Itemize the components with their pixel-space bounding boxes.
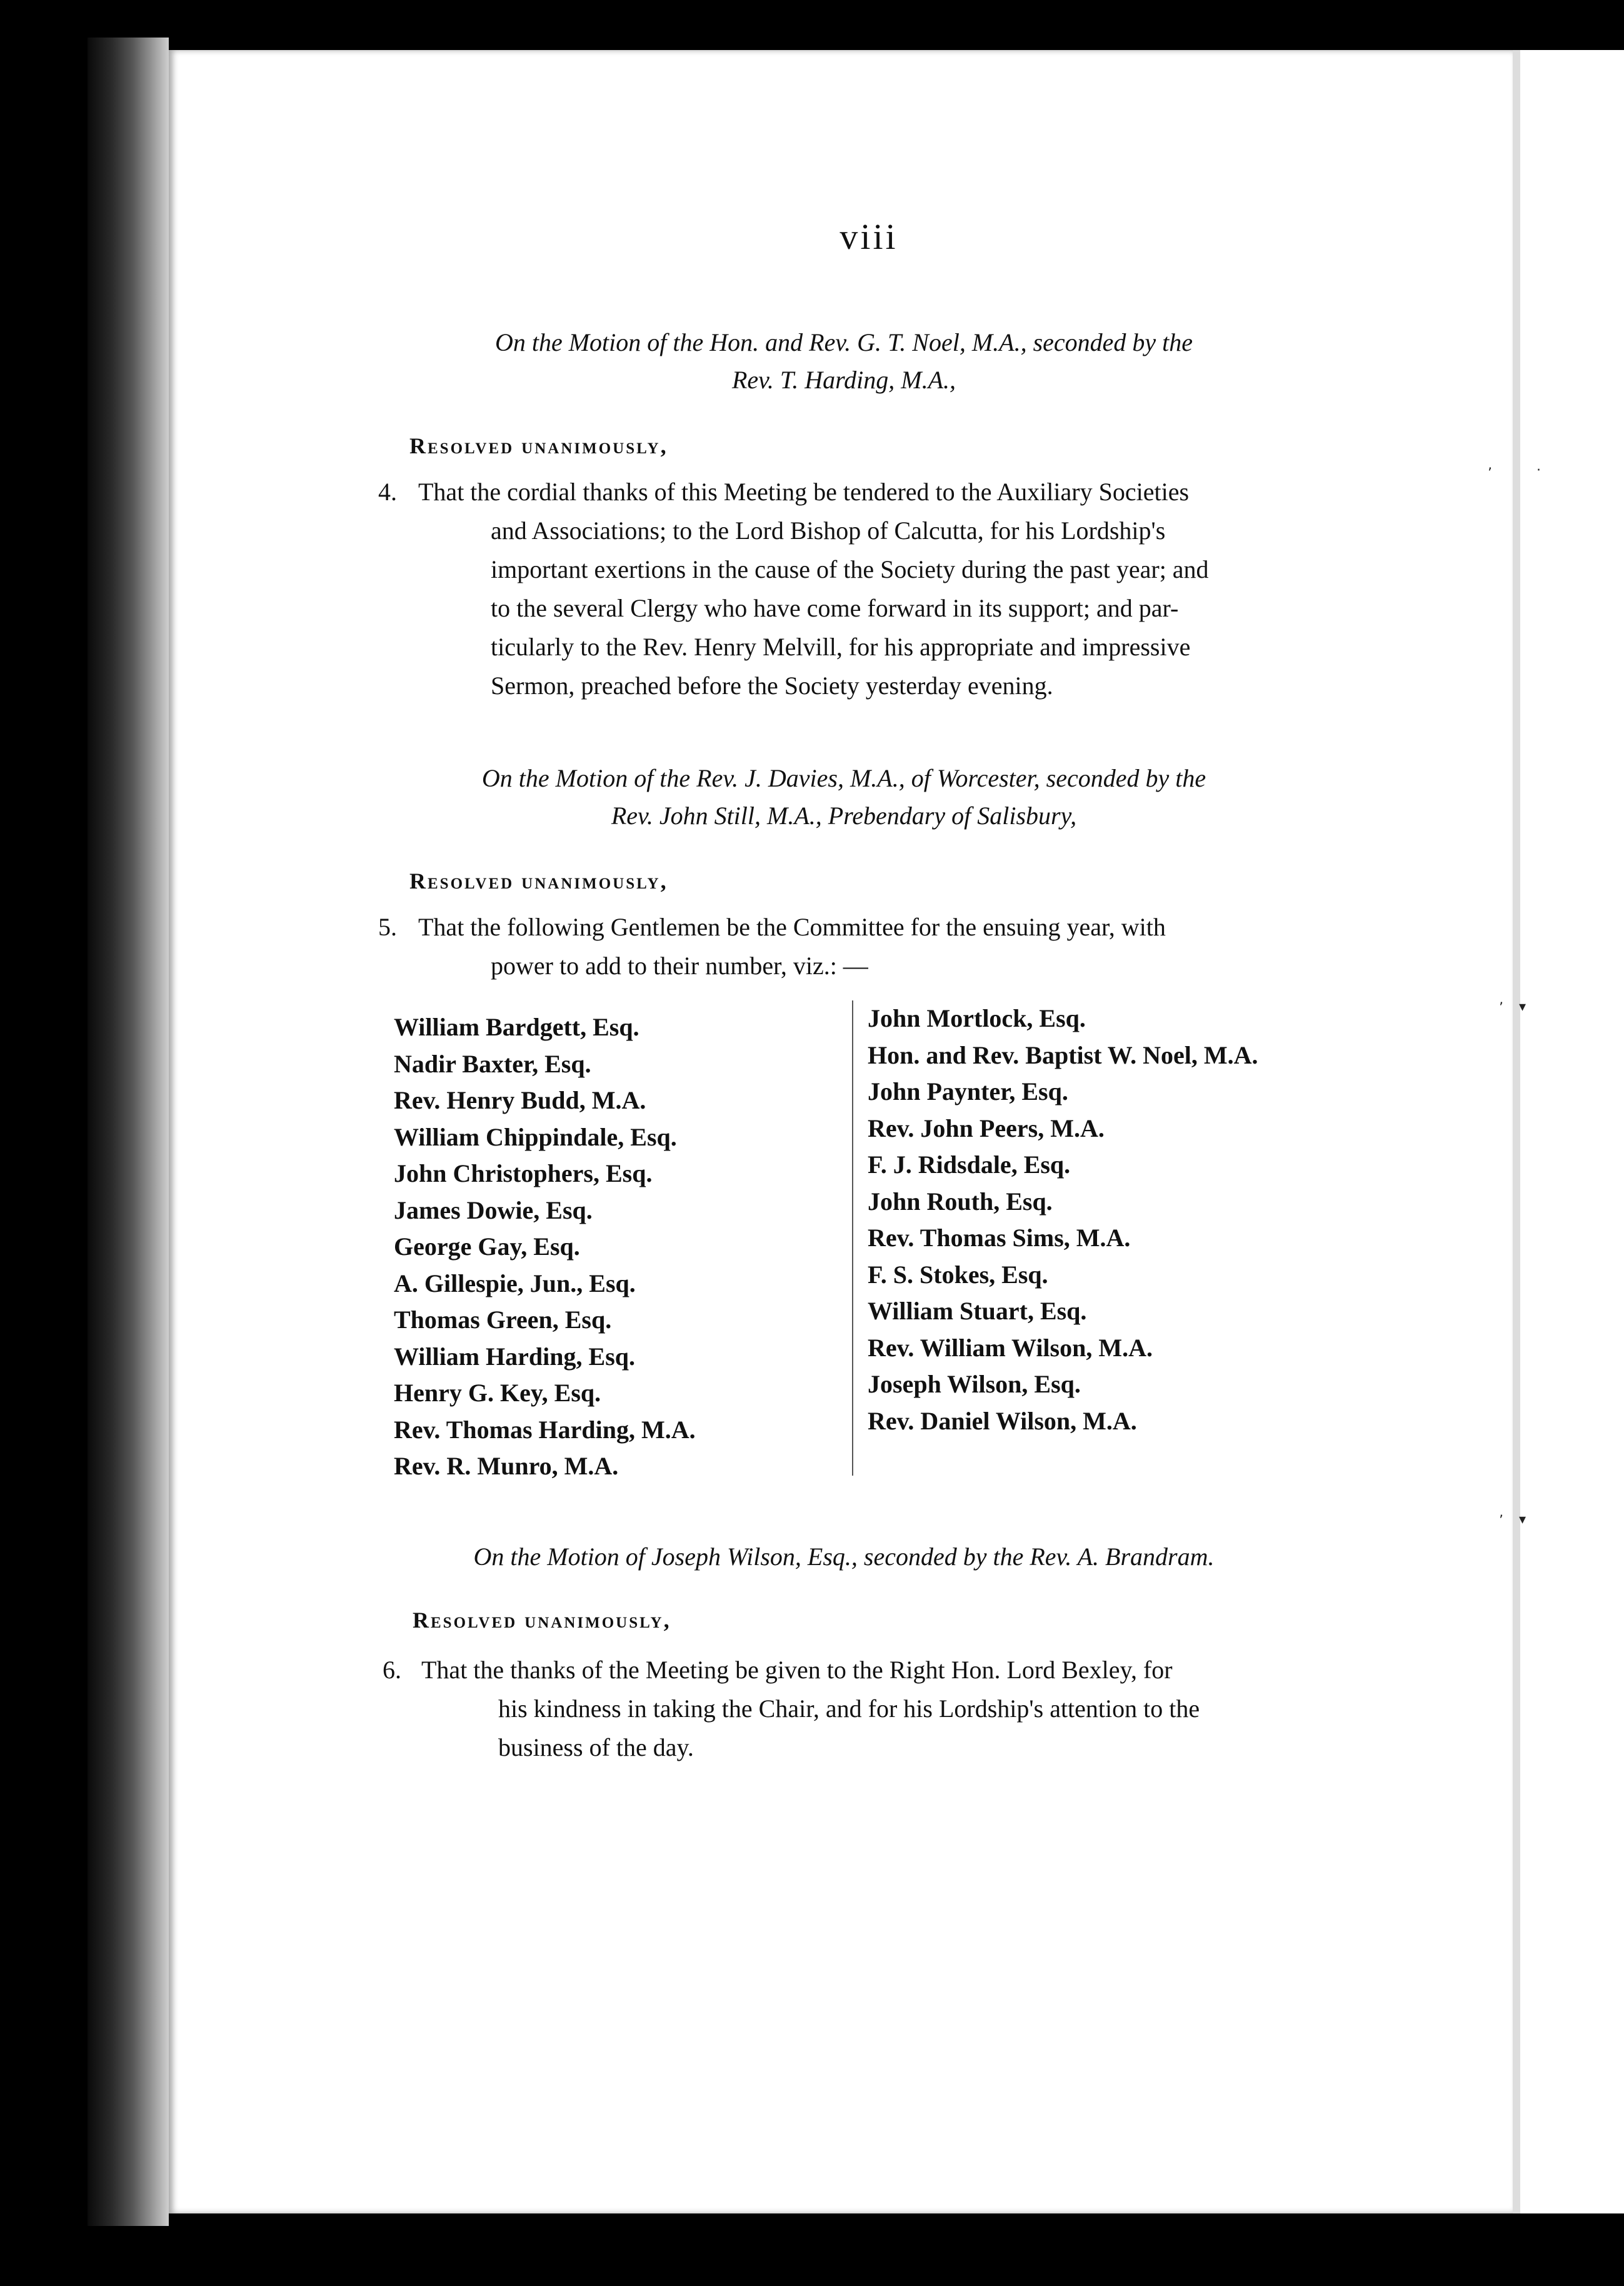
motion-heading [375,324,1313,399]
page-mark: ’ [1488,466,1492,481]
motion-heading [375,1538,1313,1576]
list-item: George Gay, Esq. [394,1232,580,1261]
list-item: William Stuart, Esq. [868,1297,1087,1325]
list-item: James Dowie, Esq. [394,1196,593,1224]
resolved-heading: Resolved unanimously, [413,1608,671,1633]
resolution-line: That the cordial thanks of this Meeting be tendered to the Auxiliary Societies [418,478,1190,506]
list-item: F. S. Stokes, Esq. [868,1260,1048,1289]
list-item: Hon. and Rev. Baptist W. Noel, M.A. [868,1040,1258,1069]
motion-line: On the Motion of the Hon. and Rev. G. T. Noel, M.A., seconded by the [494,328,1193,356]
list-item: A. Gillespie, Jun., Esq. [394,1269,636,1297]
list-item: Nadir Baxter, Esq. [394,1049,591,1078]
list-item: John Paynter, Esq. [868,1077,1068,1105]
resolution-line: business of the day. [498,1733,694,1761]
resolution-line: That the thanks of the Meeting be given to the Right Hon. Lord Bexley, for [421,1656,1173,1684]
committee-list-left [394,1009,696,1485]
list-item: John Routh, Esq. [868,1187,1053,1216]
resolution-line: ticularly to the Rev. Henry Melvill, for his appropriate and impressive [491,633,1191,661]
motion-heading [375,760,1313,835]
motion-line: On the Motion of the Rev. J. Davies, M.A., of Worcester, seconded by the [481,764,1206,792]
resolution-line: to the several Clergy who have come forward in its support; and par- [491,594,1179,622]
list-item: Rev. Daniel Wilson, M.A. [868,1406,1137,1435]
resolution-number: 4. [378,478,397,506]
resolution-line: his kindness in taking the Chair, and for his Lordship's attention to the [498,1694,1200,1723]
page-mark: ’ [1499,1000,1503,1016]
resolved-heading: Resolved unanimously, [409,433,668,458]
page-mark: · [1536,463,1541,478]
page-mark: ▾ [1519,1512,1526,1528]
page-mark: ▾ [1519,999,1526,1015]
resolution-line: important exertions in the cause of the Society during the past year; and [491,555,1209,583]
list-item: Rev. John Peers, M.A. [868,1114,1105,1142]
list-item: Henry G. Key, Esq. [394,1379,601,1407]
resolution-6 [383,1651,1339,1767]
list-item: Rev. William Wilson, M.A. [868,1333,1153,1362]
resolved-heading: Resolved unanimously, [409,869,668,894]
resolution-line: and Associations; to the Lord Bishop of Calcutta, for his Lordship's [491,516,1166,545]
resolution-line: That the following Gentlemen be the Committee for the ensuing year, with [418,913,1166,941]
list-item: Rev. R. Munro, M.A. [394,1452,619,1480]
resolution-line: Sermon, preached before the Society yesterday evening. [491,672,1053,700]
list-item: Rev. Thomas Harding, M.A. [394,1415,696,1444]
committee-list-right [868,1000,1258,1439]
list-item: William Bardgett, Esq. [394,1013,639,1041]
motion-line: On the Motion of Joseph Wilson, Esq., seconded by the Rev. A. Brandram. [473,1543,1215,1571]
page-mark: ’ [1499,1513,1503,1529]
list-item: Thomas Green, Esq. [394,1306,612,1334]
resolution-4 [378,473,1335,705]
column-divider [852,1000,853,1476]
resolution-5 [378,908,1335,985]
resolution-number: 6. [383,1656,401,1684]
list-item: William Chippindale, Esq. [394,1122,677,1151]
list-item: Rev. Thomas Sims, M.A. [868,1224,1131,1252]
list-item: Joseph Wilson, Esq. [868,1370,1081,1398]
motion-line: Rev. T. Harding, M.A., [731,366,956,394]
motion-line: Rev. John Still, M.A., Prebendary of Salisbury, [611,802,1077,830]
list-item: Rev. Henry Budd, M.A. [394,1086,646,1114]
list-item: John Mortlock, Esq. [868,1004,1086,1032]
page-number: viii [840,216,898,257]
list-item: John Christophers, Esq. [394,1159,653,1187]
list-item: William Harding, Esq. [394,1342,636,1371]
resolution-line: power to add to their number, viz.: — [491,952,868,980]
resolution-number: 5. [378,913,397,941]
list-item: F. J. Ridsdale, Esq. [868,1151,1071,1179]
